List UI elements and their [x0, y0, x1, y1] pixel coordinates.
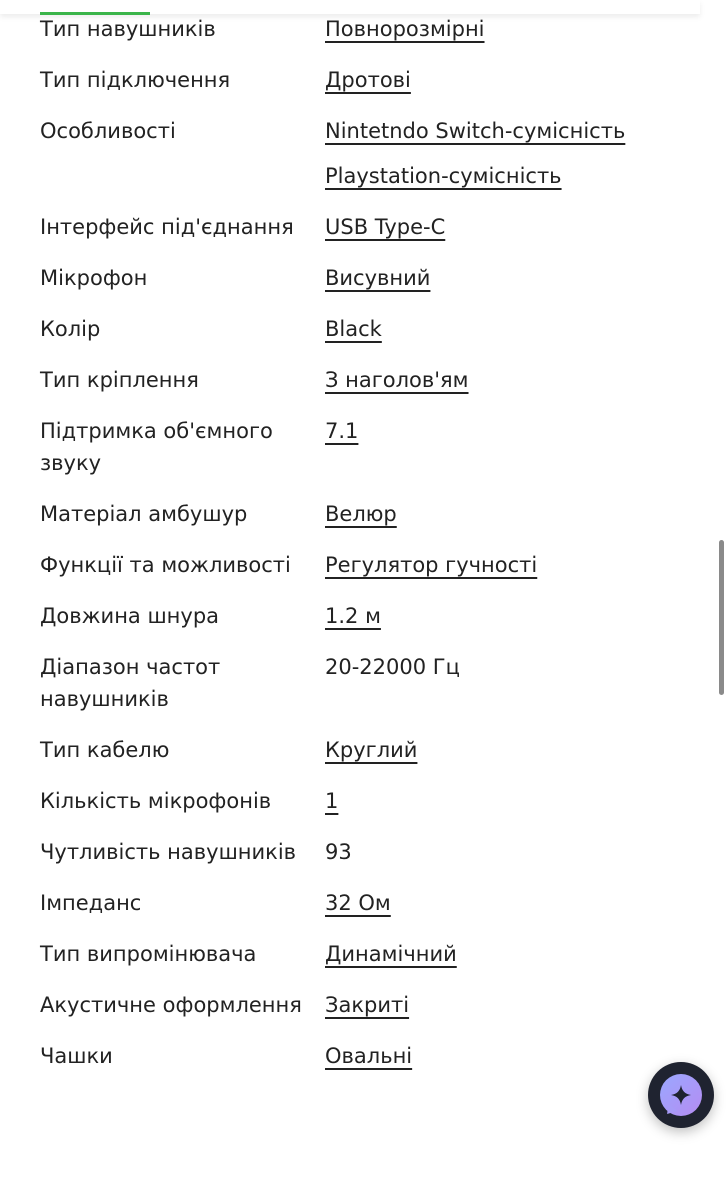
- spec-value-link[interactable]: 32 Ом: [325, 891, 391, 915]
- assistant-bubble: [660, 1074, 702, 1116]
- spec-label: Діапазон частот навушників: [40, 655, 221, 711]
- spec-values: [325, 938, 457, 970]
- spec-values: [325, 651, 460, 683]
- spec-values: [325, 989, 409, 1021]
- spec-values: [325, 734, 417, 766]
- spec-label: Тип підключення: [40, 68, 231, 92]
- spec-value-link[interactable]: Дротові: [325, 68, 411, 92]
- spec-label: Матеріал амбушур: [40, 502, 248, 526]
- spec-value-link[interactable]: Велюр: [325, 502, 397, 526]
- spec-row: [40, 211, 690, 243]
- spec-label: Мікрофон: [40, 266, 148, 290]
- spec-label: Кількість мікрофонів: [40, 789, 272, 813]
- assistant-chat-button[interactable]: [648, 1062, 714, 1128]
- spec-row: [40, 549, 690, 581]
- spec-row: [40, 364, 690, 396]
- spec-label: Тип випромінювача: [40, 942, 257, 966]
- spec-values: [325, 115, 625, 192]
- spec-values: [325, 549, 537, 581]
- spec-value-link[interactable]: Black: [325, 317, 382, 341]
- spec-values: [325, 836, 352, 868]
- spec-value-link[interactable]: 1: [325, 789, 339, 813]
- spec-row: [40, 1040, 690, 1072]
- spec-row: [40, 64, 690, 96]
- spec-label: Підтримка об'ємного звуку: [40, 419, 273, 475]
- spec-value-link[interactable]: 7.1: [325, 419, 359, 443]
- spec-value-link[interactable]: Playstation-сумісність: [325, 164, 562, 188]
- spec-label: Тип кабелю: [40, 738, 170, 762]
- spec-value-link[interactable]: Повнорозмірні: [325, 17, 485, 41]
- spec-row: [40, 600, 690, 632]
- spec-value: 20-22000 Гц: [325, 655, 460, 679]
- spec-row: [40, 13, 690, 45]
- spec-value-link[interactable]: Регулятор гучності: [325, 553, 538, 577]
- spec-row: [40, 836, 690, 868]
- spec-label: Колір: [40, 317, 101, 341]
- spec-value-link[interactable]: Овальні: [325, 1044, 413, 1068]
- spec-row: [40, 887, 690, 919]
- spec-values: [325, 211, 445, 243]
- spec-value-link[interactable]: 1.2 м: [325, 604, 381, 628]
- spec-value-link[interactable]: USB Type-C: [325, 215, 446, 239]
- spec-row: [40, 498, 690, 530]
- spec-label: Особливості: [40, 119, 176, 143]
- spec-value-link[interactable]: З наголов'ям: [325, 368, 469, 392]
- spec-values: [325, 64, 411, 96]
- spec-values: [325, 13, 485, 45]
- spec-value-link[interactable]: Nintetndo Switch-сумісність: [325, 119, 626, 143]
- spec-values: [325, 498, 397, 530]
- spec-value-link[interactable]: Висувний: [325, 266, 431, 290]
- spec-row: [40, 651, 690, 715]
- spec-value-link[interactable]: Динамічний: [325, 942, 457, 966]
- spec-value: 93: [325, 840, 352, 864]
- spec-row: [40, 785, 690, 817]
- spec-value-link[interactable]: Закриті: [325, 993, 410, 1017]
- spec-values: [325, 415, 358, 447]
- spec-label: Функції та можливості: [40, 553, 291, 577]
- spec-label: Тип навушників: [40, 17, 216, 41]
- scrollbar[interactable]: [719, 540, 724, 695]
- specs-table: [40, 13, 690, 1091]
- spec-label: Інтерфейс під'єднання: [40, 215, 294, 239]
- spec-label: Тип кріплення: [40, 368, 199, 392]
- spec-values: [325, 600, 381, 632]
- spec-values: [325, 1040, 412, 1072]
- spec-label: Імпеданс: [40, 891, 142, 915]
- spec-values: [325, 262, 430, 294]
- spec-row: [40, 415, 690, 479]
- spec-values: [325, 313, 382, 345]
- spec-label: Довжина шнура: [40, 604, 220, 628]
- spec-label: Чутливість навушників: [40, 840, 297, 864]
- spec-value-link[interactable]: Круглий: [325, 738, 418, 762]
- spec-row: [40, 262, 690, 294]
- spec-row: [40, 989, 690, 1021]
- spec-values: [325, 364, 469, 396]
- spec-row: [40, 115, 690, 192]
- spec-label: Чашки: [40, 1044, 113, 1068]
- sparkle-icon: [669, 1083, 693, 1107]
- spec-row: [40, 938, 690, 970]
- spec-values: [325, 785, 338, 817]
- spec-values: [325, 887, 391, 919]
- spec-row: [40, 313, 690, 345]
- spec-row: [40, 734, 690, 766]
- spec-label: Акустичне оформлення: [40, 993, 302, 1017]
